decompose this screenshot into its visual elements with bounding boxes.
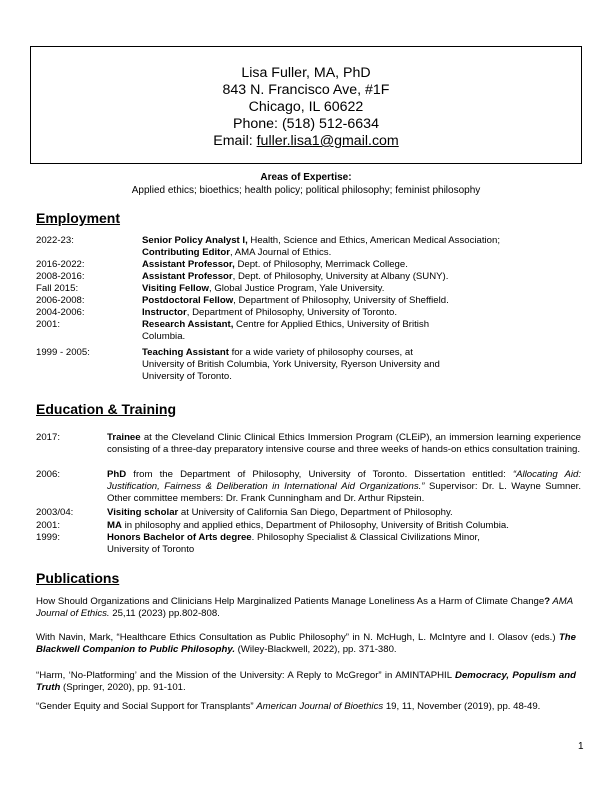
- employment-desc: [142, 295, 582, 307]
- employment-desc: [142, 283, 582, 295]
- publication-book: Democracy, Populism and Truth: [36, 670, 576, 693]
- person-name: Lisa Fuller, MA, PhD: [241, 65, 371, 81]
- employment-desc: [142, 319, 582, 343]
- employment-text: , Global Justice Program, Yale University.: [209, 283, 385, 294]
- employment-text: Health, Science and Ethics, American Medical Association;: [247, 235, 500, 246]
- education-heading: Education & Training: [36, 401, 177, 417]
- employment-role: Instructor: [142, 307, 187, 318]
- publication-item: [36, 701, 576, 713]
- employment-date: 2001:: [36, 319, 61, 330]
- address-line-2: Chicago, IL 60622: [248, 99, 364, 115]
- education-role: Trainee: [107, 432, 141, 443]
- education-role: MA: [107, 520, 122, 531]
- education-text: at the Cleveland Clinic Clinical Ethics Immersion Program (CLEiP), an immersion learning experience consisting of a three-day preparatory intensive course and three weeks of hands-on ethics consultation training.: [107, 432, 581, 455]
- employment-date: 2016-2022:: [36, 259, 85, 270]
- phone: Phone: (518) 512-6634: [233, 116, 379, 132]
- employment-date: 2022-23:: [36, 235, 74, 246]
- employment-desc: [142, 259, 582, 271]
- employment-date: 2004-2006:: [36, 307, 85, 318]
- publication-item: [36, 670, 576, 694]
- publication-journal: American Journal of Bioethics: [256, 701, 384, 712]
- email-line: [31, 133, 581, 150]
- employment-desc: [142, 271, 582, 283]
- employment-text: Columbia.: [142, 330, 186, 342]
- publication-journal: AMA Journal of Ethics.: [36, 596, 573, 619]
- education-desc: [107, 532, 581, 556]
- employment-role: Research Assistant,: [142, 319, 234, 330]
- email-link[interactable]: fuller.lisa1@gmail.com: [256, 133, 399, 149]
- education-date: 2001:: [36, 520, 61, 531]
- education-date: 2017:: [36, 432, 61, 443]
- education-desc: [107, 469, 581, 504]
- publication-text: “Gender Equity and Social Support for Transplants”: [36, 701, 257, 712]
- publication-text: (Wiley-Blackwell, 2022), pp. 371-380.: [235, 644, 397, 655]
- publication-text: How Should Organizations and Clinicians Help Marginalized Patients Manage Loneliness As a Harm of Climate Change: [36, 596, 545, 607]
- employment-text: , Department of Philosophy, University of Toronto.: [186, 307, 398, 318]
- employment-role: Visiting Fellow: [142, 283, 209, 294]
- areas-of-expertise: [30, 171, 582, 197]
- employment-text: Dept. of Philosophy, Merrimack College.: [234, 259, 408, 270]
- employment-text: for a wide variety of philosophy courses, at: [228, 347, 413, 358]
- employment-text: , Dept. of Philosophy, University at Albany (SUNY).: [232, 271, 449, 282]
- education-text: from the Department of Philosophy, University of Toronto. Dissertation entitled:: [126, 469, 513, 480]
- employment-text: Centre for Applied Ethics, University of British: [233, 319, 430, 330]
- education-role: Honors Bachelor of Arts degree: [107, 532, 252, 543]
- employment-text: , AMA Journal of Ethics.: [229, 246, 332, 258]
- education-text: Supervisor: Dr. L. Wayne Sumner. Other committee members: Dr. Frank Cunningham and Dr. Arthur Ripstein.: [107, 480, 581, 504]
- contact-header-box: [30, 46, 582, 164]
- education-desc: [107, 432, 581, 456]
- education-desc: [107, 520, 581, 532]
- education-text: at University of California San Diego, Department of Philosophy.: [178, 507, 453, 518]
- employment-desc: [142, 235, 582, 259]
- employment-role: Contributing Editor: [142, 246, 230, 258]
- employment-text: University of British Columbia, York University, Ryerson University and: [142, 358, 440, 370]
- dissertation-title: “Allocating Aid: Justification, Fairness & Deliberation in International Aid Organizations.”: [107, 469, 581, 492]
- page-number: 1: [578, 741, 584, 752]
- expertise-title: Areas of Expertise:: [260, 172, 352, 183]
- publication-item: [36, 632, 576, 656]
- education-text: in philosophy and applied ethics, Department of Philosophy, University of British Columbia.: [121, 520, 509, 531]
- education-role: PhD: [107, 469, 127, 480]
- publications-heading: Publications: [36, 570, 120, 586]
- employment-text: University of Toronto.: [142, 370, 232, 382]
- address-line-1: 843 N. Francisco Ave, #1F: [222, 82, 390, 98]
- publication-text: 25,11 (2023) pp.802-808.: [109, 608, 220, 619]
- publication-book: The Blackwell Companion to Public Philosophy.: [36, 632, 576, 655]
- education-date: 2003/04:: [36, 507, 74, 518]
- publication-text: 19, 11, November (2019), pp. 48-49.: [383, 701, 541, 712]
- publication-text: ?: [544, 596, 551, 607]
- education-role: Visiting scholar: [107, 507, 179, 518]
- publication-text: “Harm, ‘No-Platforming’ and the Mission of the University: A Reply to McGregor” in AMINTAPHIL: [36, 670, 456, 681]
- employment-text: , Department of Philosophy, University of Sheffield.: [233, 295, 449, 306]
- employment-role: Postdoctoral Fellow: [142, 295, 234, 306]
- employment-date: 1999 - 2005:: [36, 347, 90, 358]
- employment-role: Teaching Assistant: [142, 347, 229, 358]
- employment-desc: [142, 347, 582, 382]
- employment-role: Assistant Professor: [142, 271, 233, 282]
- expertise-text: Applied ethics; bioethics; health policy; political philosophy; feminist philosophy: [131, 185, 481, 196]
- employment-heading: Employment: [36, 210, 121, 226]
- publication-text: (Springer, 2020), pp. 91-101.: [60, 682, 186, 693]
- employment-role: Assistant Professor,: [142, 259, 235, 270]
- email-label: Email:: [213, 133, 257, 149]
- employment-date: 2006-2008:: [36, 295, 85, 306]
- employment-date: 2008-2016:: [36, 271, 85, 282]
- employment-desc: [142, 307, 582, 319]
- publication-item: [36, 596, 576, 620]
- education-date: 1999:: [36, 532, 61, 543]
- education-text: University of Toronto: [107, 543, 195, 555]
- education-desc: [107, 507, 581, 519]
- publication-text: With Navin, Mark, “Healthcare Ethics Consultation as Public Philosophy” in N. McHugh, L. McIntyre and I. Olasov (eds.): [36, 632, 559, 643]
- education-text: . Philosophy Specialist & Classical Civilizations Minor,: [251, 532, 480, 543]
- employment-role: Senior Policy Analyst I,: [142, 235, 248, 246]
- education-date: 2006:: [36, 469, 61, 480]
- employment-date: Fall 2015:: [36, 283, 79, 294]
